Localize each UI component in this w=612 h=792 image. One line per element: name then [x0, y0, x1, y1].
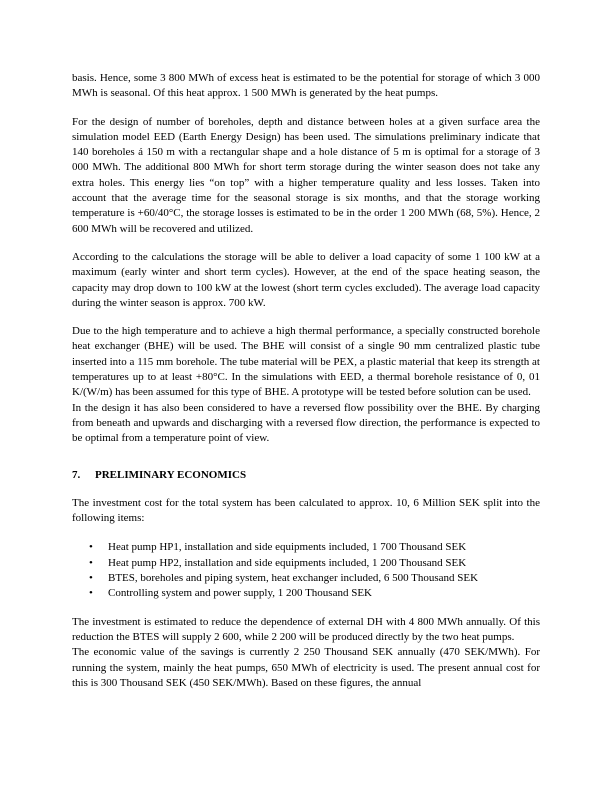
bullet-icon: • [89, 587, 93, 600]
bullet-icon: • [89, 572, 93, 585]
section-title: PRELIMINARY ECONOMICS [95, 468, 247, 481]
list-item: • BTES, boreholes and piping system, heat exchanger included, 6 500 Thousand SEK [72, 571, 540, 586]
section-number: 7. [72, 468, 81, 481]
list-item: • Heat pump HP2, installation and side equipments included, 1 200 Thousand SEK [72, 556, 540, 571]
document-page [72, 71, 540, 691]
paragraph-savings: The economic value of the savings is currently 2 250 Thousand SEK annually (470 SEK/MWh). For running the system, mainly the heat pumps, 650 MWh of electricity is used. The present annual cost for this is 300 Thousand SEK (450 SEK/MWh). Based on these figures, the annual [72, 646, 540, 689]
list-item: • Controlling system and power supply, 1 200 Thousand SEK [72, 586, 540, 601]
paragraph-storage-basis: basis. Hence, some 3 800 MWh of excess heat is estimated to be the potential for storage of which 3 000 MWh is seasonal. Of this heat approx. 1 500 MWh is generated by the heat pumps. [72, 72, 540, 100]
paragraph-bhe-design: Due to the high temperature and to achieve a high thermal performance, a specially constructed borehole heat exchanger (BHE) will be used. The BHE will consist of a single 90 mm centralized plastic tube inserted into a 115 mm borehole. The tube material will be PEX, a plastic material that keep its strength at temperatures up to at least +80°C. In the simulations with EED, a thermal borehole resistance of 0, 01 K/(W/m) has been assumed for this type of BHE. A prototype will be tested before solution can be used. [72, 325, 540, 399]
paragraph-dh-reduction: The investment is estimated to reduce the dependence of external DH with 4 800 MWh annually. Of this reduction the BTES will supply 2 600, while 2 200 will be produced directly by the two heat pumps. [72, 615, 540, 643]
bullet-icon: • [89, 541, 93, 554]
paragraph-reversed-flow: In the design it has also been considered to have a reversed flow possibility over the BHE. By charging from beneath and upwards and discharging with a reversed flow direction, the performance is expected to be optimal from a temperature point of view. [72, 401, 540, 445]
paragraph-borehole-design: For the design of number of boreholes, depth and distance between holes at a given surface area the simulation model EED (Earth Energy Design) has been used. The simulations preliminary indicate that 140 boreholes á 150 m with a rectangular shape and a hole distance of 5 m is optimal for a storage of 3 000 MWh. The additional 800 MWh for short term storage during the winter season does not take any extra holes. This energy lies “on top” with a higher temperature quality and less losses. Taken into account that the average time for the seasonal storage is six months, and that the storage working temperature is +60/40°C, the storage losses is estimated to be in the order 1 200 MWh (68, 5%). Hence, 2 600 MWh will be recovered and utilized. [72, 115, 540, 235]
paragraph-investment-cost: The investment cost for the total system has been calculated to approx. 10, 6 Million SEK split into the following items: [72, 496, 540, 525]
paragraph-load-capacity: According to the calculations the storage will be able to deliver a load capacity of some 1 100 kW at a maximum (early winter and short term cycles). However, at the end of the space heating season, the capacity may drop down to 100 kW at the lowest (short term cycles excluded). The average load capacity during the winter season is approx. 700 kW. [72, 250, 540, 309]
cost-items-list [72, 540, 540, 601]
list-item: • Heat pump HP1, installation and side equipments included, 1 700 Thousand SEK [72, 540, 540, 555]
section-heading [72, 468, 540, 483]
bullet-icon: • [89, 556, 93, 569]
